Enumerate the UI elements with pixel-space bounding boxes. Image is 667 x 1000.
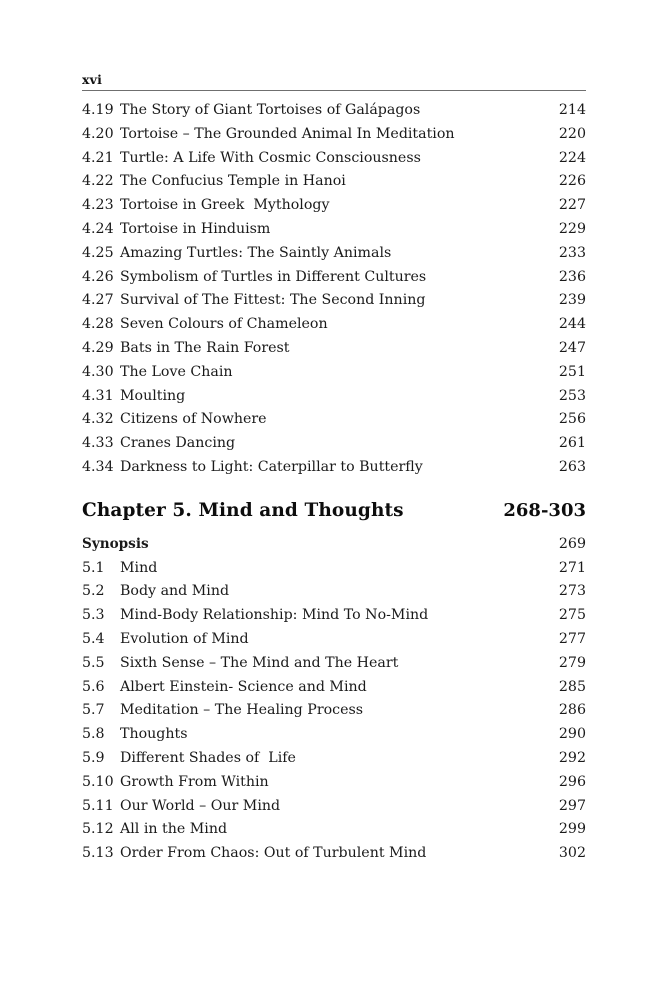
toc-entry-number: 4.23 (82, 197, 114, 214)
toc-entry-page-number: 229 (558, 220, 586, 237)
toc-entry-row[interactable] (82, 580, 586, 604)
toc-entry-row[interactable] (82, 123, 586, 147)
toc-entry-title: Thoughts (120, 726, 188, 743)
toc-entry-number: 5.12 (82, 821, 114, 838)
toc-section-chapter-5 (82, 533, 586, 866)
toc-entry-row[interactable] (82, 432, 586, 456)
toc-entry-number: 4.32 (82, 411, 114, 428)
toc-entry-title: Albert Einstein- Science and Mind (120, 678, 367, 695)
toc-entry-title: Body and Mind (120, 583, 230, 600)
toc-entry-page-number: 273 (558, 583, 586, 600)
toc-entry-page-number: 253 (558, 387, 586, 404)
toc-entry-title: Evolution of Mind (120, 630, 249, 647)
toc-entry-number: 4.24 (82, 220, 114, 237)
toc-entry-number: 4.21 (82, 149, 114, 166)
toc-entry-page-number: 244 (558, 316, 586, 333)
toc-entry-title: Tortoise in Greek Mythology (120, 197, 330, 214)
toc-entry-number: 4.22 (82, 173, 114, 190)
toc-entry-page-number: 302 (558, 845, 586, 862)
toc-entry-page-number: 285 (558, 678, 586, 695)
toc-entry-page-number: 269 (558, 535, 586, 552)
toc-entry-page-number: 296 (558, 773, 586, 790)
toc-entry-title: Order From Chaos: Out of Turbulent Mind (120, 845, 427, 862)
toc-entry-page-number: 299 (558, 821, 586, 838)
toc-entry-row[interactable] (82, 194, 586, 218)
toc-entry-page-number: 251 (558, 363, 586, 380)
toc-entry-page-number: 277 (558, 630, 586, 647)
toc-entry-row[interactable] (82, 676, 586, 700)
toc-entry-page-number: 214 (558, 102, 586, 118)
toc-entry-title: Meditation – The Healing Process (120, 702, 364, 719)
toc-entry-row[interactable] (82, 604, 586, 628)
toc-entry-number: 4.28 (82, 316, 114, 333)
folio-page-number: xvi (82, 72, 103, 87)
toc-entry-page-number: 297 (558, 797, 586, 814)
toc-entry-title: The Story of Giant Tortoises of Galápagos (120, 102, 421, 118)
toc-entry-page-number: 233 (558, 244, 586, 261)
toc-entry-row[interactable] (82, 818, 586, 842)
toc-entry-number: 5.8 (82, 726, 105, 743)
toc-page (82, 0, 586, 1000)
toc-entry-row[interactable] (82, 170, 586, 194)
toc-entry-number: 5.5 (82, 654, 105, 671)
toc-entry-row[interactable] (82, 289, 586, 313)
toc-entry-row[interactable] (82, 747, 586, 771)
toc-entry-row[interactable] (82, 557, 586, 581)
toc-entry-row[interactable] (82, 533, 586, 557)
toc-entry-title: Turtle: A Life With Cosmic Consciousness (120, 149, 421, 166)
toc-entry-page-number: 275 (558, 607, 586, 624)
toc-entry-page-number: 261 (558, 435, 586, 452)
toc-entry-page-number: 271 (558, 559, 586, 576)
toc-entry-number: 5.4 (82, 630, 105, 647)
toc-entry-page-number: 239 (558, 292, 586, 309)
toc-entry-title: All in the Mind (120, 821, 228, 838)
toc-entry-number: 5.2 (82, 583, 105, 600)
toc-entry-title: Moulting (120, 387, 186, 404)
toc-entry-page-number: 279 (558, 654, 586, 671)
toc-entry-title: Sixth Sense – The Mind and The Heart (120, 654, 399, 671)
toc-entry-title: Mind (120, 559, 158, 576)
toc-entry-title: Bats in The Rain Forest (120, 339, 290, 356)
toc-entry-page-number: 263 (558, 458, 586, 475)
toc-entry-number: 4.29 (82, 339, 114, 356)
toc-entry-number: 5.13 (82, 845, 114, 862)
toc-entry-number: 5.7 (82, 702, 105, 719)
toc-entry-title: The Love Chain (120, 363, 233, 380)
toc-entry-row[interactable] (82, 242, 586, 266)
toc-entry-row[interactable] (82, 408, 586, 432)
toc-entry-title: Synopsis (82, 535, 149, 552)
toc-entry-number: 4.30 (82, 363, 114, 380)
toc-entry-page-number: 236 (558, 268, 586, 285)
toc-entry-page-number: 256 (558, 411, 586, 428)
toc-entry-page-number: 224 (558, 149, 586, 166)
toc-entry-number: 4.26 (82, 268, 114, 285)
toc-entry-number: 4.34 (82, 458, 114, 475)
toc-entry-page-number: 220 (558, 125, 586, 142)
toc-entry-row[interactable] (82, 361, 586, 385)
toc-entry-title: Seven Colours of Chameleon (120, 316, 328, 333)
toc-entry-number: 4.25 (82, 244, 114, 261)
toc-entry-page-number: 292 (558, 749, 586, 766)
toc-entry-title: Amazing Turtles: The Saintly Animals (120, 244, 392, 261)
toc-entry-title: Mind-Body Relationship: Mind To No-Mind (120, 607, 429, 624)
toc-entry-number: 4.20 (82, 125, 114, 142)
toc-entry-title: Cranes Dancing (120, 435, 236, 452)
toc-entry-page-number: 247 (558, 339, 586, 356)
toc-entry-title: Symbolism of Turtles in Different Cultures (120, 268, 427, 285)
toc-entry-row[interactable] (82, 147, 586, 171)
toc-entry-page-number: 286 (558, 702, 586, 719)
toc-entry-title: Survival of The Fittest: The Second Inning (120, 292, 426, 309)
toc-entry-number: 5.9 (82, 749, 105, 766)
toc-entry-page-number: 226 (558, 173, 586, 190)
toc-entry-row[interactable] (82, 266, 586, 290)
toc-entry-row[interactable] (82, 337, 586, 361)
toc-entry-number: 4.27 (82, 292, 114, 309)
header-divider-rule (82, 90, 586, 91)
toc-entry-row[interactable] (82, 456, 586, 480)
toc-entry-row[interactable] (82, 218, 586, 242)
chapter-heading-row[interactable] (82, 497, 586, 525)
chapter-title: Chapter 5. Mind and Thoughts (82, 499, 404, 521)
toc-entry-row[interactable] (82, 652, 586, 676)
toc-entry-title: The Confucius Temple in Hanoi (120, 173, 346, 190)
toc-entry-title: Growth From Within (120, 773, 269, 790)
toc-entry-title: Our World – Our Mind (120, 797, 281, 814)
toc-entry-number: 5.6 (82, 678, 105, 695)
toc-entry-title: Darkness to Light: Caterpillar to Butterfly (120, 458, 423, 475)
toc-entry-number: 5.1 (82, 559, 105, 576)
toc-entry-page-number: 227 (558, 197, 586, 214)
chapter-page-range: 268-303 (503, 499, 586, 521)
toc-entry-row[interactable] (82, 313, 586, 337)
toc-entry-title: Tortoise in Hinduism (120, 220, 271, 237)
toc-entry-title: Different Shades of Life (120, 749, 296, 766)
toc-entry-row[interactable] (82, 385, 586, 409)
toc-entry-title: Citizens of Nowhere (120, 411, 267, 428)
toc-entry-row[interactable] (82, 99, 586, 123)
toc-entry-number: 5.3 (82, 607, 105, 624)
toc-entry-number: 4.19 (82, 102, 114, 118)
toc-entry-row[interactable] (82, 771, 586, 795)
toc-entry-row[interactable] (82, 628, 586, 652)
toc-entry-row[interactable] (82, 795, 586, 819)
toc-entry-number: 4.33 (82, 435, 114, 452)
toc-entry-row[interactable] (82, 842, 586, 866)
toc-entry-row[interactable] (82, 723, 586, 747)
toc-entry-number: 5.11 (82, 797, 114, 814)
toc-entry-row[interactable] (82, 699, 586, 723)
toc-list (82, 99, 586, 866)
toc-entry-number: 4.31 (82, 387, 114, 404)
toc-entry-page-number: 290 (558, 726, 586, 743)
toc-entry-number: 5.10 (82, 773, 114, 790)
toc-section-chapter-4-continued (82, 99, 586, 480)
toc-entry-title: Tortoise – The Grounded Animal In Meditation (120, 125, 455, 142)
